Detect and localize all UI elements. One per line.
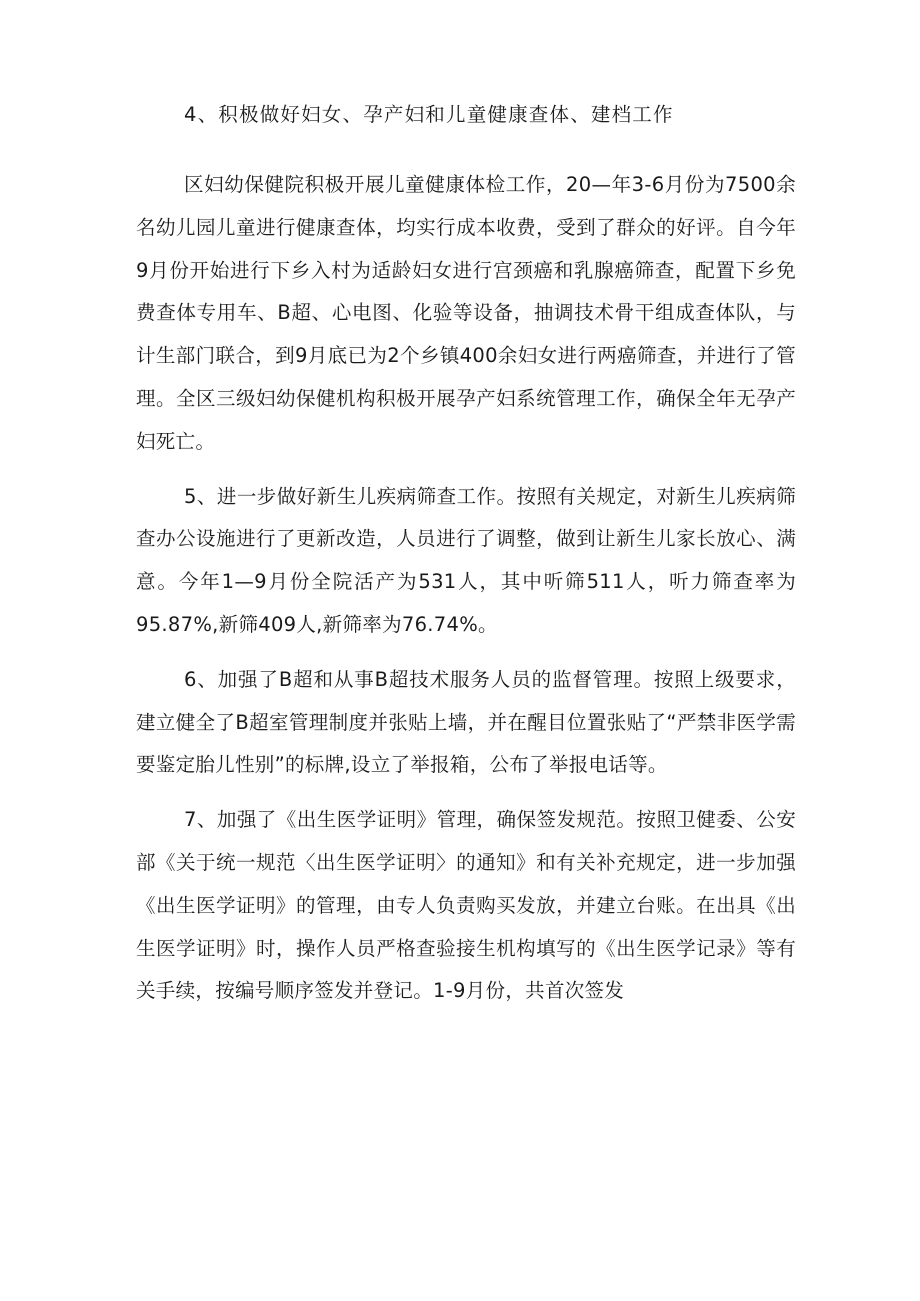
paragraph-child-health-checkup: 区妇幼保健院积极开展儿童健康体检工作，20—年3-6月份为7500余名幼儿园儿童进行健康查体，均实行成本收费，受到了群众的好评。自今年9月份开始进行下乡入村为适龄妇女进行宫颈癌和乳腺癌筛查，配置下乡免费查体专用车、B超、心电图、化验等设备，抽调技术骨干组成查体队，与计生部门联合，到9月底已为2个乡镇400余妇女进行两癌筛查，并进行了管理。全区三级妇幼保健机构积极开展孕产妇系统管理工作，确保全年无孕产妇死亡。 <box>136 173 796 453</box>
section-heading: 4、积极做好妇女、孕产妇和儿童健康查体、建档工作 <box>184 103 674 126</box>
document-body <box>136 94 796 1025</box>
paragraph-ultrasound-supervision: 6、加强了B超和从事B超技术服务人员的监督管理。按照上级要求，建立健全了B超室管理制度并张贴上墙，并在醒目位置张贴了“严禁非医学需要鉴定胎儿性别”的标牌,设立了举报箱，公布了举报电话等。 <box>136 667 796 777</box>
paragraph-birth-certificate: 7、加强了《出生医学证明》管理，确保签发规范。按照卫健委、公安部《关于统一规范〈出生医学证明〉的通知》和有关补充规定，进一步加强《出生医学证明》的管理，由专人负责购买发放，并建立台账。在出具《出生医学证明》时，操作人员严格查验接生机构填写的《出生医学记录》等有关手续，按编号顺序签发并登记。1-9月份，共首次签发 <box>136 808 796 1003</box>
paragraph-newborn-screening: 5、进一步做好新生儿疾病筛查工作。按照有关规定，对新生儿疾病筛查办公设施进行了更新改造，人员进行了调整，做到让新生儿家长放心、满意。今年1—9月份全院活产为531人，其中听筛511人，听力筛查率为95.87%,新筛409人,新筛率为76.74%。 <box>136 484 796 636</box>
